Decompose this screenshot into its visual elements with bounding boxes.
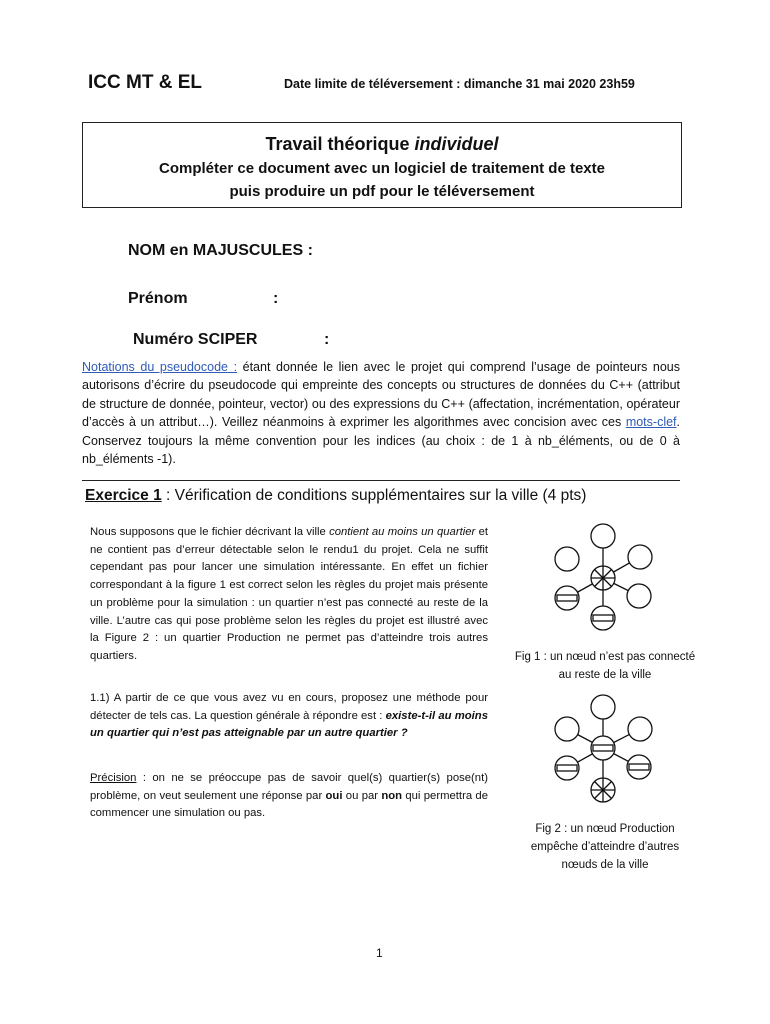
p3-non: non <box>381 789 403 802</box>
figure-1-caption-line-2: au reste de la ville <box>558 669 652 681</box>
separator-line <box>82 480 680 481</box>
p1-italic: contient au moins un quartier <box>329 526 476 538</box>
exercise-question-1-1 <box>90 690 488 743</box>
figure-2-caption-line-2: empêche d’atteindre d’autres <box>530 841 680 853</box>
p1-text-b: et ne contient pas d’erreur détectable selon le rendu1 du projet. Cela ne suffit cependant pas pour lancer une simulation intéressante. En effet un fichier correspondant à la figure 1 est correct selon les règles du projet mais présente un problème pour la simulation : un quartier n’est pas connecté au reste de la ville. L’autre cas qui pose problème selon les règles du projet est illustré avec la Figure 2 : un quartier Production ne permet pas d’atteindre trois autres quartiers. <box>90 526 488 662</box>
p2-text: 1.1) A partir de ce que vous avez vu en cours, proposez une méthode pour détecter de tels cas. La question générale à répondre est : <box>90 692 488 722</box>
figure-2-caption <box>500 820 710 874</box>
prenom-label: Prénom <box>128 290 188 307</box>
precision-label: Précision <box>90 772 137 784</box>
exercise-precision <box>90 770 488 823</box>
exercise-label: Exercice 1 <box>85 487 162 504</box>
pseudocode-link[interactable]: Notations du pseudocode : <box>82 360 238 374</box>
figure-2-graph <box>545 694 665 818</box>
figure-2-caption-line-3: nœuds de la ville <box>561 859 649 871</box>
p3-oui: oui <box>325 789 343 802</box>
page-number: 1 <box>376 946 383 960</box>
notations-paragraph <box>82 358 680 468</box>
title-plain: Travail théorique <box>265 134 415 154</box>
p3-text-a: : on ne se préoccupe pas de savoir quel(s) quartier(s) pose(nt) problème, on veut seulement une réponse par <box>90 772 488 802</box>
subtitle-line-2: puis produire un pdf pour le téléversement <box>229 183 535 200</box>
prenom-colon: : <box>273 290 279 307</box>
exercise-heading <box>85 487 586 505</box>
course-code: ICC MT & EL <box>88 72 202 93</box>
title-box <box>82 122 682 208</box>
sciper-colon: : <box>324 331 330 348</box>
exercise-title: : Vérification de conditions supplémentaires sur la ville (4 pts) <box>161 487 587 504</box>
exercise-paragraph-1 <box>90 524 488 666</box>
p3-text-d: qui permettra de commencer une simulation ou pas. <box>90 789 488 820</box>
p2-question: existe-t-il au moins un quartier qui n’est pas atteignable par un autre quartier ? <box>90 709 488 740</box>
document-title <box>83 134 681 155</box>
figure-1-caption-line-1: Fig 1 : un nœud n’est pas connecté <box>514 651 696 663</box>
title-italic: individuel <box>414 134 499 154</box>
figure-1-graph <box>545 522 665 650</box>
subtitle-line-1: Compléter ce document avec un logiciel de traitement de texte <box>159 160 605 177</box>
figure-2-caption-line-1: Fig 2 : un nœud Production <box>535 823 675 835</box>
p1-text-a: Nous supposons que le fichier décrivant la ville <box>90 526 330 538</box>
keywords-link[interactable]: mots-clef <box>625 415 677 430</box>
notations-text-1: étant donnée le lien avec le projet qui comprend l’usage de pointeurs nous autorisons d’écrire du pseudocode qui empreinte des concepts ou structures de données du C++ (attribut de structure de donnée, pointeur, vector) ou des expressions du C++ (affectation, incrémentation, opérateur d’accès à un attribut…). Veillez néanmoins à exprimer les algorithmes avec concision avec ces <box>82 360 681 430</box>
notations-text-2: . Conservez toujours la même convention pour les indices (au choix : de 1 à nb_éléments, ou de 0 à nb_éléments -1). <box>82 415 680 467</box>
figure-1-caption <box>500 648 710 684</box>
sciper-label: Numéro SCIPER <box>133 331 258 348</box>
deadline: Date limite de téléversement : dimanche 31 mai 2020 23h59 <box>284 77 635 91</box>
nom-label: NOM en MAJUSCULES : <box>128 242 313 259</box>
p3-text-c: ou par <box>342 789 382 802</box>
